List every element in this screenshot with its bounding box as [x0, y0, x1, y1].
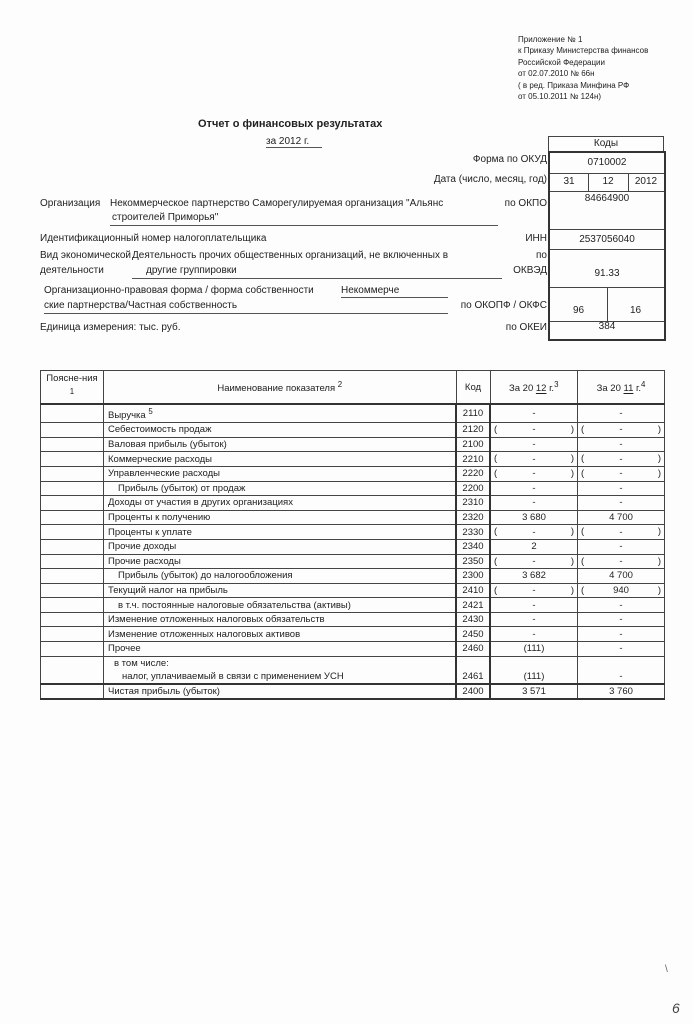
- close-paren: ): [570, 526, 574, 538]
- current-year-cell-value: -: [532, 526, 536, 538]
- previous-year-cell-value: -: [619, 439, 623, 451]
- open-paren: (: [494, 424, 498, 436]
- indicator-cell: [104, 539, 457, 554]
- code-cell: 2120: [456, 423, 490, 438]
- current-year-cell: [490, 404, 578, 423]
- previous-year-cell-value: -: [619, 468, 623, 480]
- previous-year-cell-value: -: [619, 408, 623, 420]
- previous-year-cell-value: -: [619, 643, 623, 655]
- open-paren: (: [494, 467, 498, 479]
- indicator-label: Прочие расходы: [108, 555, 181, 567]
- indicator-cell: [104, 510, 457, 525]
- header-prev-suffix: г.: [636, 383, 641, 395]
- appendix-line: от 05.10.2011 № 124н): [518, 92, 602, 102]
- table-row: [41, 539, 665, 554]
- activity-value: Деятельность прочих общественных организаций, не включенных в: [132, 250, 449, 261]
- unit-label: Единица измерения: тыс. руб.: [40, 322, 181, 333]
- previous-year-cell: [578, 612, 665, 627]
- current-year-cell-value: -: [532, 468, 536, 480]
- note-cell: [41, 627, 104, 642]
- code-cell: 2430: [456, 612, 490, 627]
- previous-year-cell-value: 940: [613, 584, 629, 596]
- current-year-cell-value: -: [532, 599, 536, 611]
- note-cell: [41, 423, 104, 438]
- org-label: Организация: [40, 198, 101, 209]
- indicator-label: Прочее: [108, 643, 141, 655]
- indicator-label: в т.ч. постоянные налоговые обязательства (активы): [118, 599, 351, 611]
- header-notes-sup: 1: [69, 386, 75, 396]
- header-notes: [41, 371, 104, 405]
- table-row: [41, 525, 665, 540]
- indicator-label: Изменение отложенных налоговых активов: [108, 628, 301, 640]
- activity-underline: [132, 278, 502, 279]
- previous-year-cell-value: -: [619, 453, 623, 465]
- indicator-cell: [104, 642, 457, 657]
- current-year-cell: 3 571: [490, 684, 578, 700]
- previous-year-cell-value: 4 700: [609, 512, 633, 524]
- current-year-cell: [490, 598, 578, 613]
- note-cell: [41, 452, 104, 467]
- previous-year-cell-value: -: [619, 628, 623, 640]
- close-paren: ): [657, 467, 661, 479]
- code-cell: 2310: [456, 496, 490, 511]
- previous-year-cell: [578, 510, 665, 525]
- table-row: [41, 496, 665, 511]
- okopf-code: 96: [572, 305, 585, 316]
- previous-year-cell-value: -: [619, 424, 623, 436]
- header-indicator-label: Наименование показателя: [217, 383, 336, 395]
- open-paren: (: [581, 467, 585, 479]
- current-year-cell-value: -: [532, 584, 536, 596]
- code-cell: 2320: [456, 510, 490, 525]
- current-year-cell: [490, 554, 578, 569]
- org-underline: [110, 225, 498, 226]
- previous-year-cell: -: [578, 656, 665, 684]
- current-year-cell: [490, 481, 578, 496]
- header-code: Код: [456, 371, 490, 405]
- indicator-cell: [104, 496, 457, 511]
- code-cell: 2460: [456, 642, 490, 657]
- inn-code: 2537056040: [579, 234, 635, 245]
- previous-year-cell-value: -: [619, 497, 623, 509]
- note-cell: [41, 598, 104, 613]
- previous-year-cell: [578, 539, 665, 554]
- code-cell: 2300: [456, 569, 490, 584]
- previous-year-cell-value: -: [619, 526, 623, 538]
- current-year-cell-value: 3 680: [522, 512, 546, 524]
- note-cell: [41, 437, 104, 452]
- appendix-line: от 02.07.2010 № 66н: [518, 69, 595, 79]
- usn-label: налог, уплачиваемый в связи с применением УСН: [122, 670, 344, 682]
- org-name-cont: строителей Приморья": [112, 212, 219, 223]
- date-day: 31: [563, 176, 575, 187]
- note-cell: [41, 496, 104, 511]
- previous-year-cell: [578, 404, 665, 423]
- inn-code-label: ИНН: [525, 233, 547, 244]
- code-cell: 2200: [456, 481, 490, 496]
- note-cell: [41, 642, 104, 657]
- table-row: [41, 404, 665, 423]
- note-cell: [41, 481, 104, 496]
- previous-year-cell: [578, 598, 665, 613]
- appendix-line: ( в ред. Приказа Минфина РФ: [518, 80, 630, 90]
- previous-year-cell: [578, 496, 665, 511]
- current-year-cell: [490, 437, 578, 452]
- note-cell: [41, 510, 104, 525]
- form-underline-2: [44, 313, 448, 314]
- table-row-net-profit: [41, 684, 665, 700]
- indicator-label: Валовая прибыль (убыток): [108, 439, 227, 451]
- note-cell: [41, 684, 104, 700]
- current-year-cell-value: (111): [523, 643, 545, 655]
- indicator-label: Проценты к получению: [108, 512, 211, 524]
- activity-value-cont: другие группировки: [146, 265, 237, 276]
- indicator-label: Изменение отложенных налоговых обязательств: [108, 614, 325, 626]
- open-paren: (: [494, 526, 498, 538]
- note-cell: [41, 583, 104, 598]
- note-cell: [41, 612, 104, 627]
- table-row: [41, 510, 665, 525]
- pen-mark: \: [665, 964, 668, 975]
- date-year: 2012: [634, 176, 658, 187]
- current-year-cell-value: -: [532, 453, 536, 465]
- indicator-cell: [104, 437, 457, 452]
- period-underline: [266, 147, 322, 148]
- indicator-label: Прочие доходы: [108, 541, 177, 553]
- appendix-line: Российской Федерации: [518, 57, 605, 67]
- code-cell: 2330: [456, 525, 490, 540]
- table-header-row: [41, 371, 665, 405]
- form-value-cont: ские партнерства/Частная собственность: [44, 300, 238, 311]
- note-cell: [41, 554, 104, 569]
- current-year-cell: [490, 539, 578, 554]
- previous-year-cell: [578, 627, 665, 642]
- note-cell: [41, 525, 104, 540]
- table-row: [41, 466, 665, 481]
- report-period: за 2012 г.: [266, 136, 310, 147]
- indicator-label: Коммерческие расходы: [108, 453, 213, 465]
- code-cell: 2100: [456, 437, 490, 452]
- divider: [550, 249, 664, 250]
- header-notes-label: Поясне-ния: [46, 372, 98, 384]
- open-paren: (: [581, 453, 585, 465]
- indicator-label: Текущий налог на прибыль: [108, 584, 228, 596]
- okei-code: 384: [598, 321, 616, 332]
- close-paren: ): [657, 555, 661, 567]
- current-year-cell: [490, 423, 578, 438]
- open-paren: (: [581, 424, 585, 436]
- current-year-cell-value: -: [532, 614, 536, 626]
- indicator-cell: [104, 481, 457, 496]
- current-year-cell: [490, 496, 578, 511]
- table-row: [41, 627, 665, 642]
- appendix-note: [518, 34, 648, 102]
- okei-label: по ОКЕИ: [505, 322, 547, 333]
- previous-year-cell: [578, 423, 665, 438]
- table-row: [41, 642, 665, 657]
- previous-year-cell-value: -: [619, 599, 623, 611]
- codes-box: [548, 151, 666, 341]
- date-label: Дата (число, месяц, год): [433, 174, 547, 185]
- okpo-label: по ОКПО: [504, 198, 547, 209]
- indicator-label: Доходы от участия в других организациях: [108, 497, 293, 509]
- open-paren: (: [581, 526, 585, 538]
- code-cell: 2340: [456, 539, 490, 554]
- table-row-incl: [41, 656, 665, 684]
- close-paren: ): [657, 453, 661, 465]
- indicator-cell: [104, 612, 457, 627]
- code-cell: 2220: [456, 466, 490, 481]
- activity-label-cont: деятельности: [40, 265, 104, 276]
- divider: [550, 229, 664, 230]
- page-number: 6: [672, 1000, 680, 1016]
- okud-code: 0710002: [587, 157, 627, 168]
- header-cur-suffix: г.: [549, 383, 555, 395]
- form-value: Некоммерче: [341, 285, 400, 296]
- current-year-cell: (111): [490, 656, 578, 684]
- indicator-cell: [104, 554, 457, 569]
- current-year-cell: [490, 452, 578, 467]
- header-cur-sup: 3: [554, 380, 559, 390]
- close-paren: ): [570, 555, 574, 567]
- indicator-label: Прибыль (убыток) до налогообложения: [118, 570, 293, 582]
- table-row: [41, 481, 665, 496]
- table-row: [41, 598, 665, 613]
- previous-year-cell: [578, 583, 665, 598]
- note-cell: [41, 539, 104, 554]
- header-cur-year: 12: [535, 383, 547, 395]
- previous-year-cell-value: -: [619, 555, 623, 567]
- header-indicator-sup: 2: [337, 380, 343, 390]
- codes-header: Коды: [548, 136, 664, 152]
- current-year-cell: [490, 466, 578, 481]
- previous-year-cell: [578, 554, 665, 569]
- close-paren: ): [570, 453, 574, 465]
- close-paren: ): [657, 584, 661, 596]
- code-cell: 2350: [456, 554, 490, 569]
- previous-year-cell: [578, 569, 665, 584]
- current-year-cell-value: -: [532, 497, 536, 509]
- indicator-cell: [104, 466, 457, 481]
- previous-year-cell-value: -: [619, 541, 623, 553]
- current-year-cell: [490, 510, 578, 525]
- indicator-cell: [104, 598, 457, 613]
- okud-label: Форма по ОКУД: [472, 154, 547, 165]
- document-title: Отчет о финансовых результатах: [198, 118, 383, 130]
- open-paren: (: [494, 555, 498, 567]
- current-year-cell-value: -: [532, 408, 536, 420]
- activity-label: Вид экономической: [40, 250, 131, 261]
- table-row: [41, 612, 665, 627]
- code-cell: 2410: [456, 583, 490, 598]
- indicator-label: Выручка: [108, 410, 146, 422]
- okved-code: 91.33: [594, 268, 620, 279]
- table-row: [41, 452, 665, 467]
- header-previous-year: [578, 371, 665, 405]
- okved-label-2: ОКВЭД: [513, 265, 547, 276]
- code-cell: 2450: [456, 627, 490, 642]
- okfs-code: 16: [629, 305, 642, 316]
- indicator-sup: 5: [148, 407, 153, 416]
- current-year-cell: [490, 627, 578, 642]
- current-year-cell-value: -: [532, 628, 536, 640]
- indicator-cell: [104, 583, 457, 598]
- appendix-line: Приложение № 1: [518, 35, 583, 44]
- open-paren: (: [581, 584, 585, 596]
- close-paren: ): [570, 584, 574, 596]
- note-cell: [41, 656, 104, 684]
- previous-year-cell: [578, 642, 665, 657]
- indicator-cell: [104, 423, 457, 438]
- current-year-cell-value: -: [532, 424, 536, 436]
- financial-results-table: [40, 370, 665, 700]
- header-current-year: [490, 371, 578, 405]
- indicator-label: Управленческие расходы: [108, 468, 220, 480]
- code-cell: 2110: [456, 404, 490, 423]
- current-year-cell: [490, 642, 578, 657]
- indicator-cell: [104, 569, 457, 584]
- open-paren: (: [581, 555, 585, 567]
- table-row: [41, 583, 665, 598]
- previous-year-cell: 3 760: [578, 684, 665, 700]
- current-year-cell-value: -: [532, 439, 536, 451]
- previous-year-cell-value: -: [619, 614, 623, 626]
- indicator-cell: [104, 404, 457, 423]
- header-prev-sup: 4: [640, 380, 646, 390]
- note-cell: [41, 466, 104, 481]
- close-paren: ): [570, 467, 574, 479]
- indicator-label: Себестоимость продаж: [108, 424, 212, 436]
- open-paren: (: [494, 584, 498, 596]
- current-year-cell: [490, 525, 578, 540]
- header-indicator: [104, 371, 457, 405]
- code-cell: 2421: [456, 598, 490, 613]
- previous-year-cell: [578, 452, 665, 467]
- date-month: 12: [602, 176, 614, 187]
- previous-year-cell: [578, 481, 665, 496]
- current-year-cell-value: -: [532, 555, 536, 567]
- previous-year-cell: [578, 466, 665, 481]
- okpo-code: 84664900: [584, 193, 630, 204]
- previous-year-cell: [578, 437, 665, 452]
- indicator-cell: [104, 452, 457, 467]
- indicator-label: Проценты к уплате: [108, 526, 192, 538]
- previous-year-cell-value: -: [619, 482, 623, 494]
- indicator-cell: [104, 627, 457, 642]
- incl-label: в том числе:: [114, 657, 169, 669]
- indicator-cell: [104, 525, 457, 540]
- note-cell: [41, 569, 104, 584]
- close-paren: ): [570, 424, 574, 436]
- header-prev-prefix: За 20: [596, 383, 621, 395]
- current-year-cell-value: 3 682: [522, 570, 546, 582]
- code-cell: 2210: [456, 452, 490, 467]
- header-prev-year: 11: [623, 383, 634, 395]
- header-cur-prefix: За 20: [509, 383, 534, 395]
- indicator-cell: [104, 656, 457, 684]
- previous-year-cell: [578, 525, 665, 540]
- close-paren: ): [657, 526, 661, 538]
- inn-label: Идентификационный номер налогоплательщика: [40, 233, 267, 244]
- current-year-cell: [490, 569, 578, 584]
- current-year-cell: [490, 583, 578, 598]
- note-cell: [41, 404, 104, 423]
- form-underline-1: [341, 297, 448, 298]
- okopf-label: по ОКОПФ / ОКФС: [460, 300, 547, 311]
- previous-year-cell-value: 4 700: [609, 570, 633, 582]
- open-paren: (: [494, 453, 498, 465]
- okved-label-1: по: [536, 250, 547, 261]
- org-name: Некоммерческое партнерство Саморегулируемая организация "Альянс: [110, 198, 444, 209]
- close-paren: ): [657, 424, 661, 436]
- form-label: Организационно-правовая форма / форма собственности: [44, 285, 314, 296]
- appendix-line: к Приказу Министерства финансов: [518, 46, 649, 56]
- code-cell: 2461: [456, 656, 490, 684]
- current-year-cell-value: -: [532, 482, 536, 494]
- current-year-cell-value: 2: [531, 541, 537, 553]
- table-row: [41, 423, 665, 438]
- table-row: [41, 554, 665, 569]
- current-year-cell: [490, 612, 578, 627]
- indicator-cell: Чистая прибыль (убыток): [104, 684, 457, 700]
- table-row: [41, 437, 665, 452]
- indicator-label: Прибыль (убыток) от продаж: [118, 482, 246, 494]
- code-cell: 2400: [456, 684, 490, 700]
- table-row: [41, 569, 665, 584]
